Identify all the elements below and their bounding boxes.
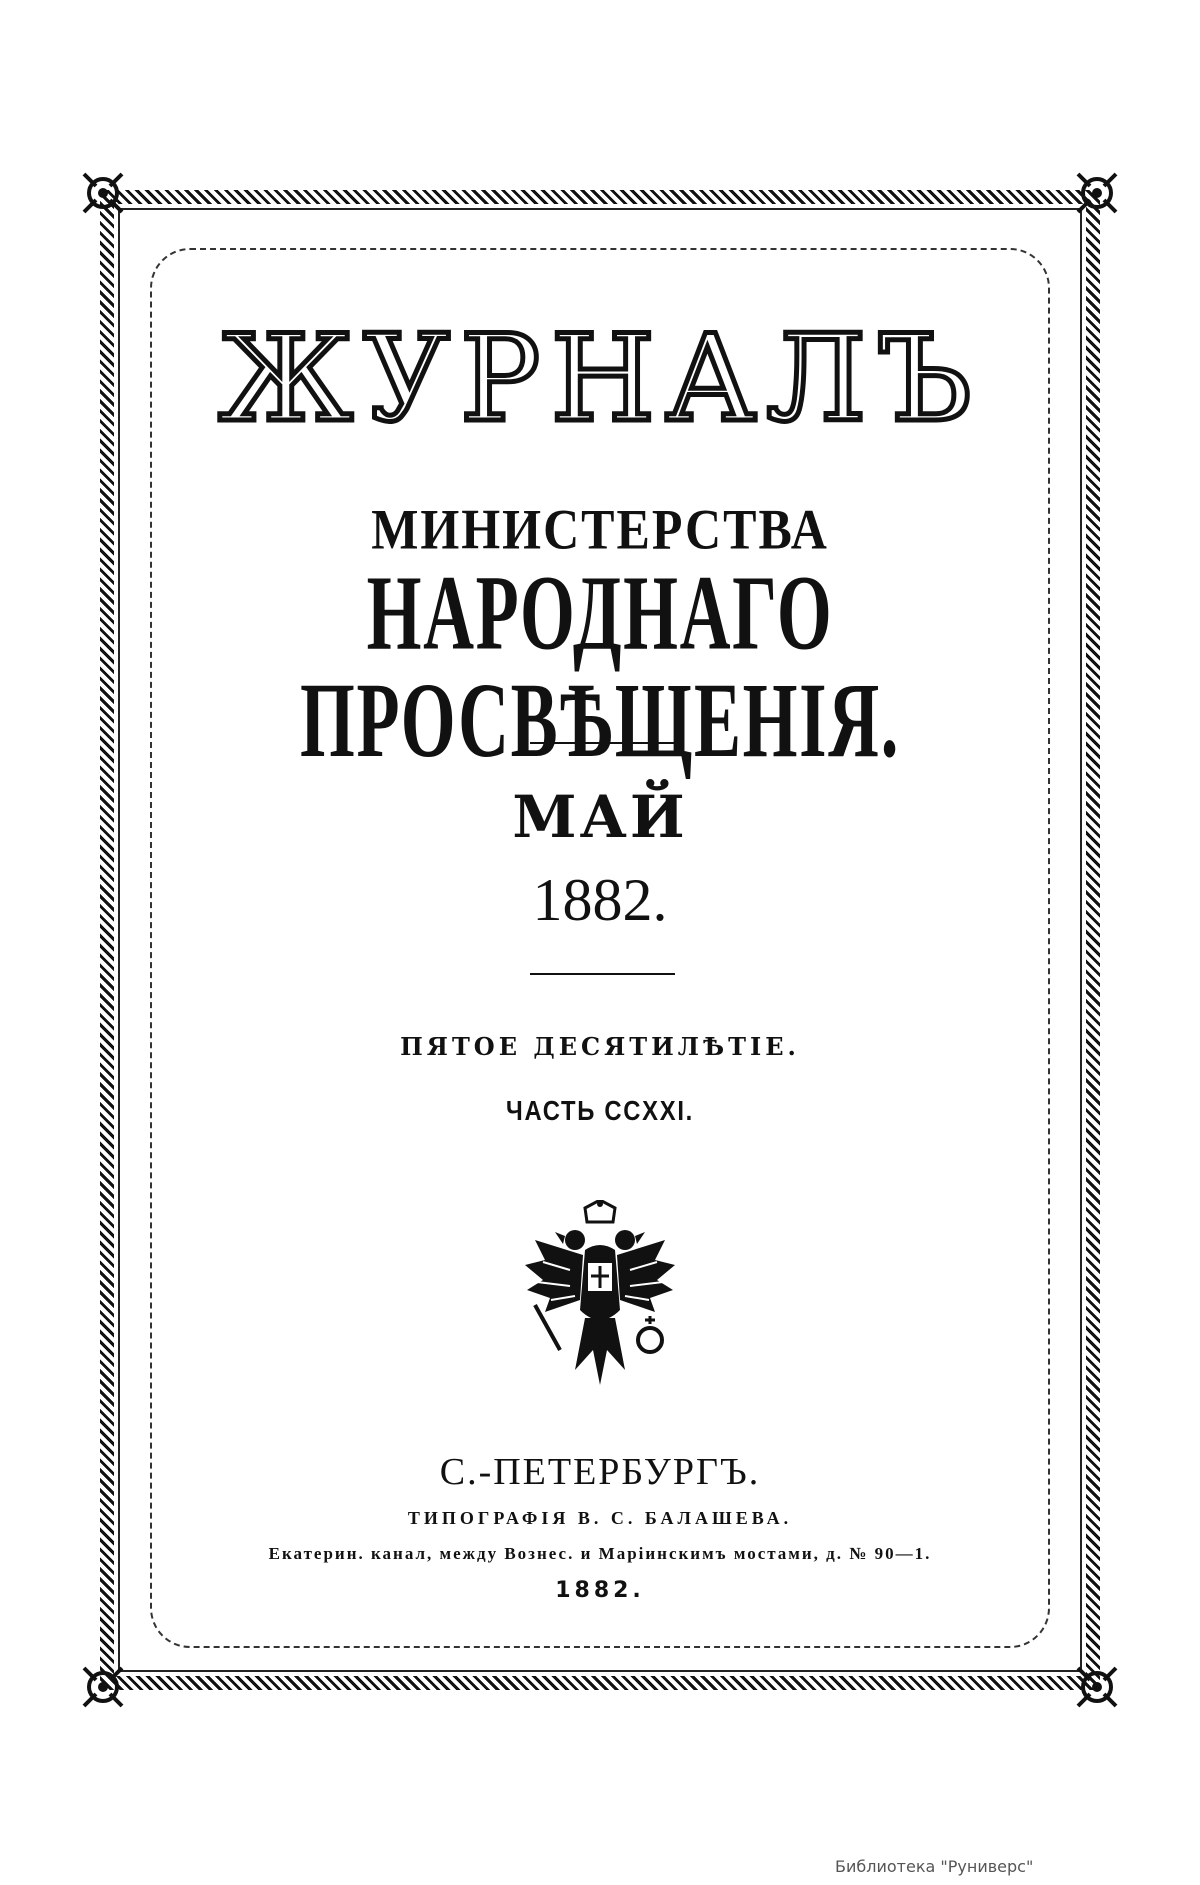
education-line: НАРОДНАГО ПРОСВѢЩЕНІЯ. [299,552,901,780]
double-headed-eagle-icon [515,1200,685,1390]
divider-rule [530,973,675,975]
imprint-year: 1882. [555,1578,645,1603]
issue-month: МАЙ [512,783,688,851]
imprint-city: С.-ПЕТЕРБУРГЪ. [439,1451,761,1493]
ministry-line: МИНИСТЕРСТВА [371,496,829,562]
issue-year: 1882. [532,867,668,933]
library-watermark: Библиотека "Руниверс" [835,1857,1034,1876]
imprint-printer: ТИПОГРАФІЯ В. С. БАЛАШЕВА. [407,1508,793,1528]
series-part: ЧАСТЬ CCXXI. [506,1095,694,1126]
corner-ornament-icon [80,1664,126,1710]
inner-rounded-frame [150,248,1050,1648]
journal-title: ЖУРНАЛЪ [218,310,982,449]
corner-ornament-icon [80,170,126,216]
divider-rule [530,742,675,744]
imprint-address: Екатерин. канал, между Вознес. и Маріинскимъ мостами, д. № 90—1. [268,1544,932,1563]
corner-ornament-icon [1074,1664,1120,1710]
corner-ornament-icon [1074,170,1120,216]
series-decade: ПЯТОЕ ДЕСЯТИЛѢТІЕ. [400,1032,800,1061]
